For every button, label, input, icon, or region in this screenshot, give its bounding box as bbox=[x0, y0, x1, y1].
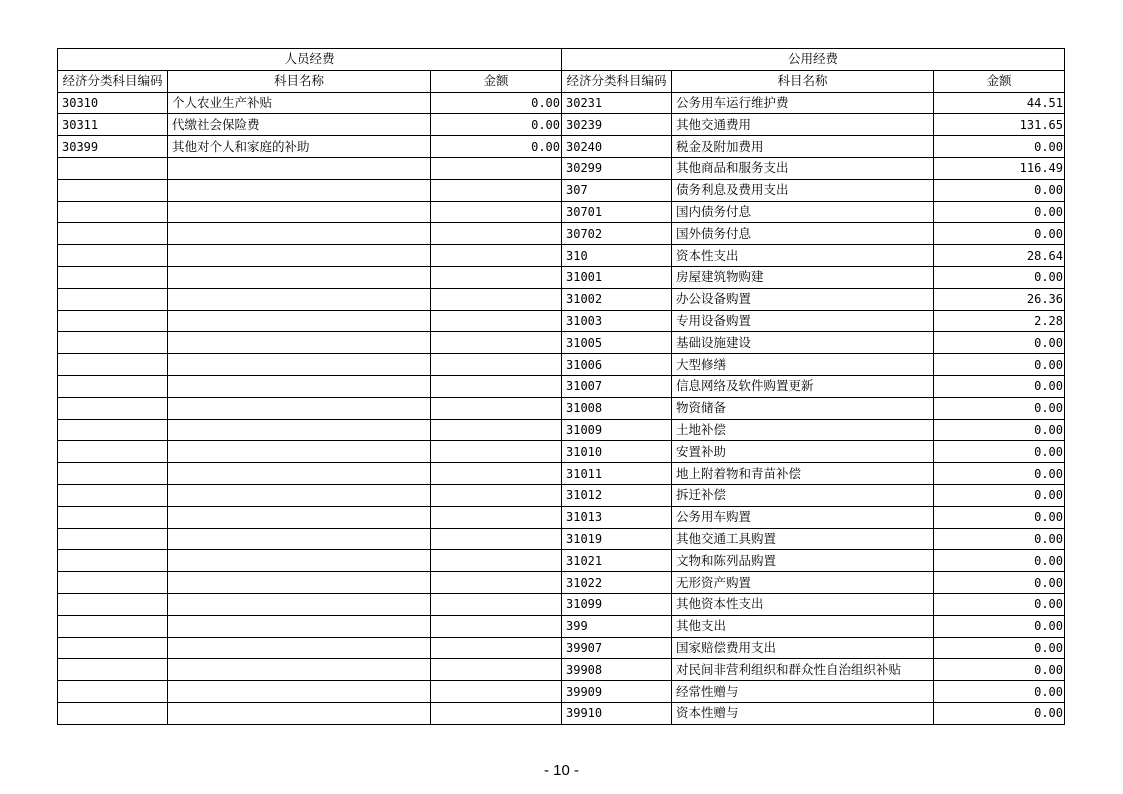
personnel-table-row bbox=[58, 201, 562, 223]
personnel-cell-name bbox=[168, 659, 431, 681]
public-cell-amount: 26.36 bbox=[934, 288, 1065, 310]
public-cell-code: 30239 bbox=[562, 114, 672, 136]
personnel-table-wrapper bbox=[57, 48, 561, 725]
personnel-header-name: 科目名称 bbox=[168, 70, 431, 92]
public-table-body bbox=[562, 92, 1065, 724]
public-cell-code: 31021 bbox=[562, 550, 672, 572]
personnel-cell-name bbox=[168, 201, 431, 223]
personnel-cell-code bbox=[58, 288, 168, 310]
public-cell-name: 资本性赠与 bbox=[672, 702, 934, 724]
public-cell-name: 其他支出 bbox=[672, 615, 934, 637]
personnel-table-row bbox=[58, 288, 562, 310]
public-section-title: 公用经费 bbox=[562, 49, 1065, 71]
personnel-cell-name bbox=[168, 593, 431, 615]
public-cell-name: 其他交通费用 bbox=[672, 114, 934, 136]
personnel-cell-code bbox=[58, 572, 168, 594]
personnel-table-row bbox=[58, 92, 562, 114]
personnel-table-row bbox=[58, 681, 562, 703]
personnel-cell-code bbox=[58, 659, 168, 681]
personnel-cell-amount: 0.00 bbox=[431, 136, 562, 158]
personnel-cell-amount bbox=[431, 659, 562, 681]
personnel-table-row bbox=[58, 375, 562, 397]
public-table-row bbox=[562, 593, 1065, 615]
personnel-cell-amount bbox=[431, 332, 562, 354]
public-cell-code: 31005 bbox=[562, 332, 672, 354]
public-table-row bbox=[562, 572, 1065, 594]
public-cell-name: 拆迁补偿 bbox=[672, 484, 934, 506]
public-table-row bbox=[562, 637, 1065, 659]
personnel-cell-name bbox=[168, 572, 431, 594]
personnel-cell-code bbox=[58, 266, 168, 288]
public-cell-amount: 0.00 bbox=[934, 179, 1065, 201]
public-cell-name: 基础设施建设 bbox=[672, 332, 934, 354]
personnel-cell-amount bbox=[431, 310, 562, 332]
public-table-row bbox=[562, 615, 1065, 637]
public-cell-code: 31013 bbox=[562, 506, 672, 528]
public-cell-name: 国外债务付息 bbox=[672, 223, 934, 245]
personnel-cell-name bbox=[168, 484, 431, 506]
public-cell-amount: 131.65 bbox=[934, 114, 1065, 136]
personnel-cell-code bbox=[58, 310, 168, 332]
personnel-table-row bbox=[58, 397, 562, 419]
public-table-row bbox=[562, 659, 1065, 681]
personnel-cell-amount bbox=[431, 484, 562, 506]
personnel-table-row bbox=[58, 179, 562, 201]
personnel-cell-code bbox=[58, 702, 168, 724]
public-cell-code: 399 bbox=[562, 615, 672, 637]
public-cell-name: 信息网络及软件购置更新 bbox=[672, 375, 934, 397]
public-cell-code: 31007 bbox=[562, 375, 672, 397]
personnel-cell-name bbox=[168, 441, 431, 463]
personnel-cell-name bbox=[168, 506, 431, 528]
personnel-cell-code bbox=[58, 637, 168, 659]
public-header-amount: 金额 bbox=[934, 70, 1065, 92]
personnel-table-row bbox=[58, 332, 562, 354]
public-cell-code: 31022 bbox=[562, 572, 672, 594]
personnel-cell-code bbox=[58, 245, 168, 267]
public-cell-amount: 0.00 bbox=[934, 266, 1065, 288]
personnel-cell-code bbox=[58, 550, 168, 572]
public-cell-name: 国家赔偿费用支出 bbox=[672, 637, 934, 659]
public-cell-amount: 0.00 bbox=[934, 615, 1065, 637]
public-cell-code: 31002 bbox=[562, 288, 672, 310]
personnel-cell-code bbox=[58, 375, 168, 397]
public-cell-amount: 0.00 bbox=[934, 506, 1065, 528]
personnel-cell-amount bbox=[431, 572, 562, 594]
personnel-cell-name: 个人农业生产补贴 bbox=[168, 92, 431, 114]
public-cell-name: 专用设备购置 bbox=[672, 310, 934, 332]
personnel-table-body bbox=[58, 92, 562, 724]
public-cell-code: 30231 bbox=[562, 92, 672, 114]
personnel-cell-name bbox=[168, 179, 431, 201]
personnel-cell-amount bbox=[431, 419, 562, 441]
public-table-row bbox=[562, 223, 1065, 245]
personnel-table-row bbox=[58, 506, 562, 528]
personnel-cell-code bbox=[58, 223, 168, 245]
personnel-cell-name bbox=[168, 266, 431, 288]
personnel-cell-name bbox=[168, 637, 431, 659]
personnel-cell-name bbox=[168, 702, 431, 724]
personnel-cell-amount bbox=[431, 245, 562, 267]
personnel-cell-code bbox=[58, 441, 168, 463]
personnel-cell-code bbox=[58, 506, 168, 528]
personnel-cell-code: 30311 bbox=[58, 114, 168, 136]
public-cell-code: 31099 bbox=[562, 593, 672, 615]
personnel-cell-amount bbox=[431, 157, 562, 179]
personnel-cell-amount bbox=[431, 266, 562, 288]
public-table-row bbox=[562, 92, 1065, 114]
personnel-cell-amount bbox=[431, 397, 562, 419]
public-table-row bbox=[562, 550, 1065, 572]
personnel-cell-amount bbox=[431, 441, 562, 463]
public-cell-code: 30702 bbox=[562, 223, 672, 245]
public-cell-amount: 0.00 bbox=[934, 136, 1065, 158]
public-cell-name: 其他商品和服务支出 bbox=[672, 157, 934, 179]
personnel-table bbox=[57, 48, 562, 725]
personnel-header-code: 经济分类科目编码 bbox=[58, 70, 168, 92]
public-table-row bbox=[562, 484, 1065, 506]
public-cell-code: 31006 bbox=[562, 354, 672, 376]
public-cell-name: 土地补偿 bbox=[672, 419, 934, 441]
personnel-cell-name bbox=[168, 157, 431, 179]
personnel-cell-name bbox=[168, 419, 431, 441]
personnel-cell-name bbox=[168, 245, 431, 267]
public-cell-name: 债务利息及费用支出 bbox=[672, 179, 934, 201]
personnel-cell-amount bbox=[431, 615, 562, 637]
public-table-row bbox=[562, 528, 1065, 550]
public-cell-code: 30701 bbox=[562, 201, 672, 223]
public-cell-name: 物资储备 bbox=[672, 397, 934, 419]
public-table-wrapper bbox=[561, 48, 1064, 725]
personnel-table-row bbox=[58, 245, 562, 267]
personnel-cell-name bbox=[168, 550, 431, 572]
personnel-table-row bbox=[58, 550, 562, 572]
personnel-cell-code bbox=[58, 419, 168, 441]
public-cell-amount: 0.00 bbox=[934, 572, 1065, 594]
public-cell-code: 31012 bbox=[562, 484, 672, 506]
personnel-header-amount: 金额 bbox=[431, 70, 562, 92]
personnel-cell-code bbox=[58, 681, 168, 703]
personnel-section-title: 人员经费 bbox=[58, 49, 562, 71]
public-cell-name: 文物和陈列品购置 bbox=[672, 550, 934, 572]
public-table-row bbox=[562, 441, 1065, 463]
public-cell-code: 39910 bbox=[562, 702, 672, 724]
personnel-cell-code bbox=[58, 157, 168, 179]
public-cell-amount: 0.00 bbox=[934, 223, 1065, 245]
public-cell-amount: 0.00 bbox=[934, 201, 1065, 223]
personnel-cell-code bbox=[58, 201, 168, 223]
public-table-row bbox=[562, 245, 1065, 267]
public-table-row bbox=[562, 288, 1065, 310]
public-cell-amount: 0.00 bbox=[934, 463, 1065, 485]
personnel-table-row bbox=[58, 593, 562, 615]
public-cell-name: 其他资本性支出 bbox=[672, 593, 934, 615]
personnel-cell-code bbox=[58, 332, 168, 354]
public-cell-name: 公务用车运行维护费 bbox=[672, 92, 934, 114]
personnel-cell-name bbox=[168, 310, 431, 332]
public-table-row bbox=[562, 419, 1065, 441]
personnel-cell-name bbox=[168, 375, 431, 397]
personnel-cell-amount bbox=[431, 637, 562, 659]
public-cell-amount: 0.00 bbox=[934, 637, 1065, 659]
public-cell-amount: 0.00 bbox=[934, 441, 1065, 463]
public-cell-name: 国内债务付息 bbox=[672, 201, 934, 223]
public-cell-amount: 0.00 bbox=[934, 484, 1065, 506]
public-cell-amount: 0.00 bbox=[934, 681, 1065, 703]
public-table-row bbox=[562, 681, 1065, 703]
personnel-cell-amount: 0.00 bbox=[431, 92, 562, 114]
public-header-code: 经济分类科目编码 bbox=[562, 70, 672, 92]
personnel-table-row bbox=[58, 136, 562, 158]
personnel-cell-code bbox=[58, 397, 168, 419]
public-table-row bbox=[562, 201, 1065, 223]
public-cell-name: 经常性赠与 bbox=[672, 681, 934, 703]
public-cell-amount: 0.00 bbox=[934, 354, 1065, 376]
public-cell-name: 其他交通工具购置 bbox=[672, 528, 934, 550]
public-table-row bbox=[562, 157, 1065, 179]
personnel-cell-amount bbox=[431, 593, 562, 615]
personnel-cell-code: 30310 bbox=[58, 92, 168, 114]
public-cell-amount: 28.64 bbox=[934, 245, 1065, 267]
public-cell-name: 资本性支出 bbox=[672, 245, 934, 267]
personnel-table-row bbox=[58, 419, 562, 441]
personnel-cell-amount bbox=[431, 354, 562, 376]
personnel-cell-amount bbox=[431, 223, 562, 245]
personnel-cell-amount bbox=[431, 681, 562, 703]
public-cell-amount: 0.00 bbox=[934, 397, 1065, 419]
public-cell-name: 安置补助 bbox=[672, 441, 934, 463]
public-cell-code: 31010 bbox=[562, 441, 672, 463]
personnel-table-row bbox=[58, 266, 562, 288]
public-cell-amount: 0.00 bbox=[934, 659, 1065, 681]
public-cell-amount: 0.00 bbox=[934, 528, 1065, 550]
personnel-table-row bbox=[58, 637, 562, 659]
personnel-cell-amount bbox=[431, 463, 562, 485]
personnel-cell-amount bbox=[431, 179, 562, 201]
public-table-row bbox=[562, 375, 1065, 397]
personnel-table-row bbox=[58, 463, 562, 485]
personnel-cell-code bbox=[58, 484, 168, 506]
personnel-cell-name bbox=[168, 463, 431, 485]
personnel-table-row bbox=[58, 615, 562, 637]
personnel-table-row bbox=[58, 484, 562, 506]
personnel-cell-name bbox=[168, 397, 431, 419]
public-cell-code: 39909 bbox=[562, 681, 672, 703]
personnel-cell-amount bbox=[431, 528, 562, 550]
personnel-table-row bbox=[58, 528, 562, 550]
public-cell-code: 31019 bbox=[562, 528, 672, 550]
personnel-cell-amount: 0.00 bbox=[431, 114, 562, 136]
personnel-cell-amount bbox=[431, 201, 562, 223]
personnel-table-row bbox=[58, 223, 562, 245]
personnel-cell-code bbox=[58, 354, 168, 376]
public-table bbox=[561, 48, 1065, 725]
public-cell-name: 对民间非营利组织和群众性自治组织补贴 bbox=[672, 659, 934, 681]
personnel-cell-name bbox=[168, 223, 431, 245]
personnel-cell-code: 30399 bbox=[58, 136, 168, 158]
personnel-table-row bbox=[58, 354, 562, 376]
personnel-cell-name bbox=[168, 528, 431, 550]
personnel-cell-code bbox=[58, 463, 168, 485]
public-cell-amount: 0.00 bbox=[934, 593, 1065, 615]
personnel-cell-name bbox=[168, 681, 431, 703]
public-table-row bbox=[562, 702, 1065, 724]
public-table-row bbox=[562, 266, 1065, 288]
personnel-cell-name: 代缴社会保险费 bbox=[168, 114, 431, 136]
public-cell-code: 39908 bbox=[562, 659, 672, 681]
personnel-table-row bbox=[58, 702, 562, 724]
public-table-row bbox=[562, 179, 1065, 201]
public-cell-name: 地上附着物和青苗补偿 bbox=[672, 463, 934, 485]
public-cell-name: 大型修缮 bbox=[672, 354, 934, 376]
public-cell-amount: 0.00 bbox=[934, 419, 1065, 441]
public-table-row bbox=[562, 506, 1065, 528]
public-table-row bbox=[562, 114, 1065, 136]
personnel-table-row bbox=[58, 441, 562, 463]
public-cell-amount: 116.49 bbox=[934, 157, 1065, 179]
public-cell-name: 公务用车购置 bbox=[672, 506, 934, 528]
public-cell-code: 30240 bbox=[562, 136, 672, 158]
personnel-table-row bbox=[58, 157, 562, 179]
public-cell-code: 31009 bbox=[562, 419, 672, 441]
page-number: - 10 - bbox=[543, 762, 579, 779]
personnel-cell-name bbox=[168, 332, 431, 354]
public-cell-name: 房屋建筑物购建 bbox=[672, 266, 934, 288]
public-cell-name: 无形资产购置 bbox=[672, 572, 934, 594]
public-table-row bbox=[562, 397, 1065, 419]
personnel-cell-name: 其他对个人和家庭的补助 bbox=[168, 136, 431, 158]
personnel-table-row bbox=[58, 659, 562, 681]
public-header-name: 科目名称 bbox=[672, 70, 934, 92]
public-cell-code: 307 bbox=[562, 179, 672, 201]
public-cell-code: 31011 bbox=[562, 463, 672, 485]
public-table-row bbox=[562, 354, 1065, 376]
public-cell-code: 31003 bbox=[562, 310, 672, 332]
personnel-cell-code bbox=[58, 615, 168, 637]
public-table-row bbox=[562, 136, 1065, 158]
public-cell-amount: 0.00 bbox=[934, 550, 1065, 572]
public-table-row bbox=[562, 463, 1065, 485]
public-cell-amount: 0.00 bbox=[934, 332, 1065, 354]
personnel-cell-code bbox=[58, 593, 168, 615]
public-cell-code: 31008 bbox=[562, 397, 672, 419]
public-cell-code: 31001 bbox=[562, 266, 672, 288]
public-table-row bbox=[562, 332, 1065, 354]
personnel-cell-amount bbox=[431, 506, 562, 528]
personnel-cell-amount bbox=[431, 288, 562, 310]
public-cell-name: 税金及附加费用 bbox=[672, 136, 934, 158]
public-cell-code: 30299 bbox=[562, 157, 672, 179]
public-cell-code: 39907 bbox=[562, 637, 672, 659]
personnel-cell-name bbox=[168, 615, 431, 637]
personnel-cell-amount bbox=[431, 702, 562, 724]
public-cell-amount: 2.28 bbox=[934, 310, 1065, 332]
public-table-row bbox=[562, 310, 1065, 332]
public-cell-code: 310 bbox=[562, 245, 672, 267]
public-cell-name: 办公设备购置 bbox=[672, 288, 934, 310]
personnel-table-row bbox=[58, 310, 562, 332]
personnel-cell-amount bbox=[431, 550, 562, 572]
personnel-cell-name bbox=[168, 288, 431, 310]
personnel-cell-name bbox=[168, 354, 431, 376]
personnel-cell-code bbox=[58, 528, 168, 550]
personnel-cell-amount bbox=[431, 375, 562, 397]
personnel-table-row bbox=[58, 114, 562, 136]
public-cell-amount: 0.00 bbox=[934, 375, 1065, 397]
public-cell-amount: 44.51 bbox=[934, 92, 1065, 114]
personnel-cell-code bbox=[58, 179, 168, 201]
public-cell-amount: 0.00 bbox=[934, 702, 1065, 724]
personnel-table-row bbox=[58, 572, 562, 594]
